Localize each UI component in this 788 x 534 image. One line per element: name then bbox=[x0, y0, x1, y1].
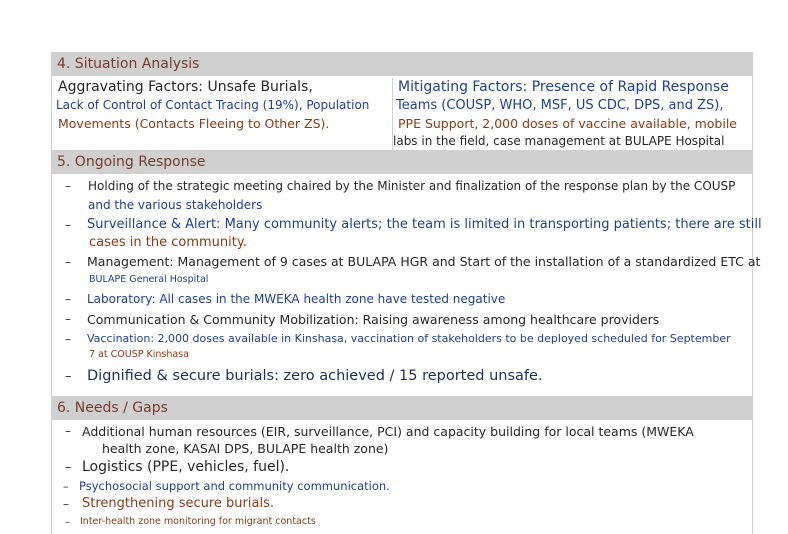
response-item-2-line-1: Surveillance & Alert: Many community alerts; the team is limited in transporting patients; there are still bbox=[87, 217, 762, 232]
bullet-dash: – bbox=[65, 332, 71, 346]
needs-item-2-line-1: Logistics (PPE, vehicles, fuel). bbox=[82, 459, 290, 475]
bullet-dash: – bbox=[65, 218, 71, 232]
bullet-dash: – bbox=[65, 292, 71, 306]
needs-item-1-line-1: Additional human resources (EIR, surveillance, PCI) and capacity building for local teams (MWEKA bbox=[82, 424, 694, 439]
needs-item-4-line-1: Strengthening secure burials. bbox=[82, 496, 274, 511]
response-item-3-line-1: Management: Management of 9 cases at BULAPA HGR and Start of the installation of a standardized ETC at bbox=[87, 254, 761, 269]
aggravating-line-1: Aggravating Factors: Unsafe Burials, bbox=[58, 79, 313, 95]
bullet-dash: – bbox=[65, 424, 71, 438]
aggravating-line-2: Lack of Control of Contact Tracing (19%), Population bbox=[56, 98, 370, 112]
needs-item-1-line-2: health zone, KASAI DPS, BULAPE health zone) bbox=[102, 441, 389, 456]
bullet-dash: – bbox=[65, 312, 71, 326]
response-item-1-line-1: Holding of the strategic meeting chaired by the Minister and finalization of the response plan by the COUSP bbox=[88, 179, 736, 193]
section-header-situation-analysis: 4. Situation Analysis bbox=[52, 52, 752, 76]
response-item-6-line-2: 7 at COUSP Kinshasa bbox=[89, 349, 189, 360]
bullet-dash: – bbox=[63, 480, 69, 493]
response-item-4-line-1: Laboratory: All cases in the MWEKA health zone have tested negative bbox=[87, 292, 506, 306]
response-item-1-line-2: and the various stakeholders bbox=[88, 198, 263, 212]
mitigating-line-3: PPE Support, 2,000 doses of vaccine available, mobile bbox=[398, 116, 737, 131]
bullet-dash: – bbox=[65, 517, 70, 528]
section-header-needs-gaps: 6. Needs / Gaps bbox=[52, 396, 752, 420]
mitigating-line-4: labs in the field, case management at BULAPE Hospital bbox=[393, 134, 725, 148]
needs-item-5-line-1: Inter-health zone monitoring for migrant contacts bbox=[80, 516, 316, 527]
response-item-7-line-1: Dignified & secure burials: zero achieved / 15 reported unsafe. bbox=[87, 368, 543, 384]
bullet-dash: – bbox=[65, 255, 71, 269]
mitigating-line-1: Mitigating Factors: Presence of Rapid Response bbox=[398, 79, 729, 95]
bullet-dash: – bbox=[65, 369, 72, 384]
response-item-6-line-1: Vaccination: 2,000 doses available in Kinshasa, vaccination of stakeholders to be deployed scheduled for September bbox=[87, 332, 731, 345]
needs-item-3-line-1: Psychosocial support and community communication. bbox=[79, 479, 390, 493]
response-item-3-line-2: BULAPE General Hospital bbox=[89, 274, 209, 285]
bullet-dash: – bbox=[65, 179, 71, 193]
bullet-dash: – bbox=[65, 460, 72, 475]
section-header-ongoing-response: 5. Ongoing Response bbox=[52, 150, 752, 174]
bullet-dash: – bbox=[63, 497, 69, 511]
response-item-5-line-1: Communication & Community Mobilization: Raising awareness among healthcare providers bbox=[87, 312, 660, 327]
report-document bbox=[51, 52, 762, 534]
response-item-2-line-2: cases in the community. bbox=[89, 235, 247, 250]
mitigating-line-2: Teams (COUSP, WHO, MSF, US CDC, DPS, and ZS), bbox=[396, 98, 724, 113]
aggravating-line-3: Movements (Contacts Fleeing to Other ZS). bbox=[58, 116, 330, 131]
